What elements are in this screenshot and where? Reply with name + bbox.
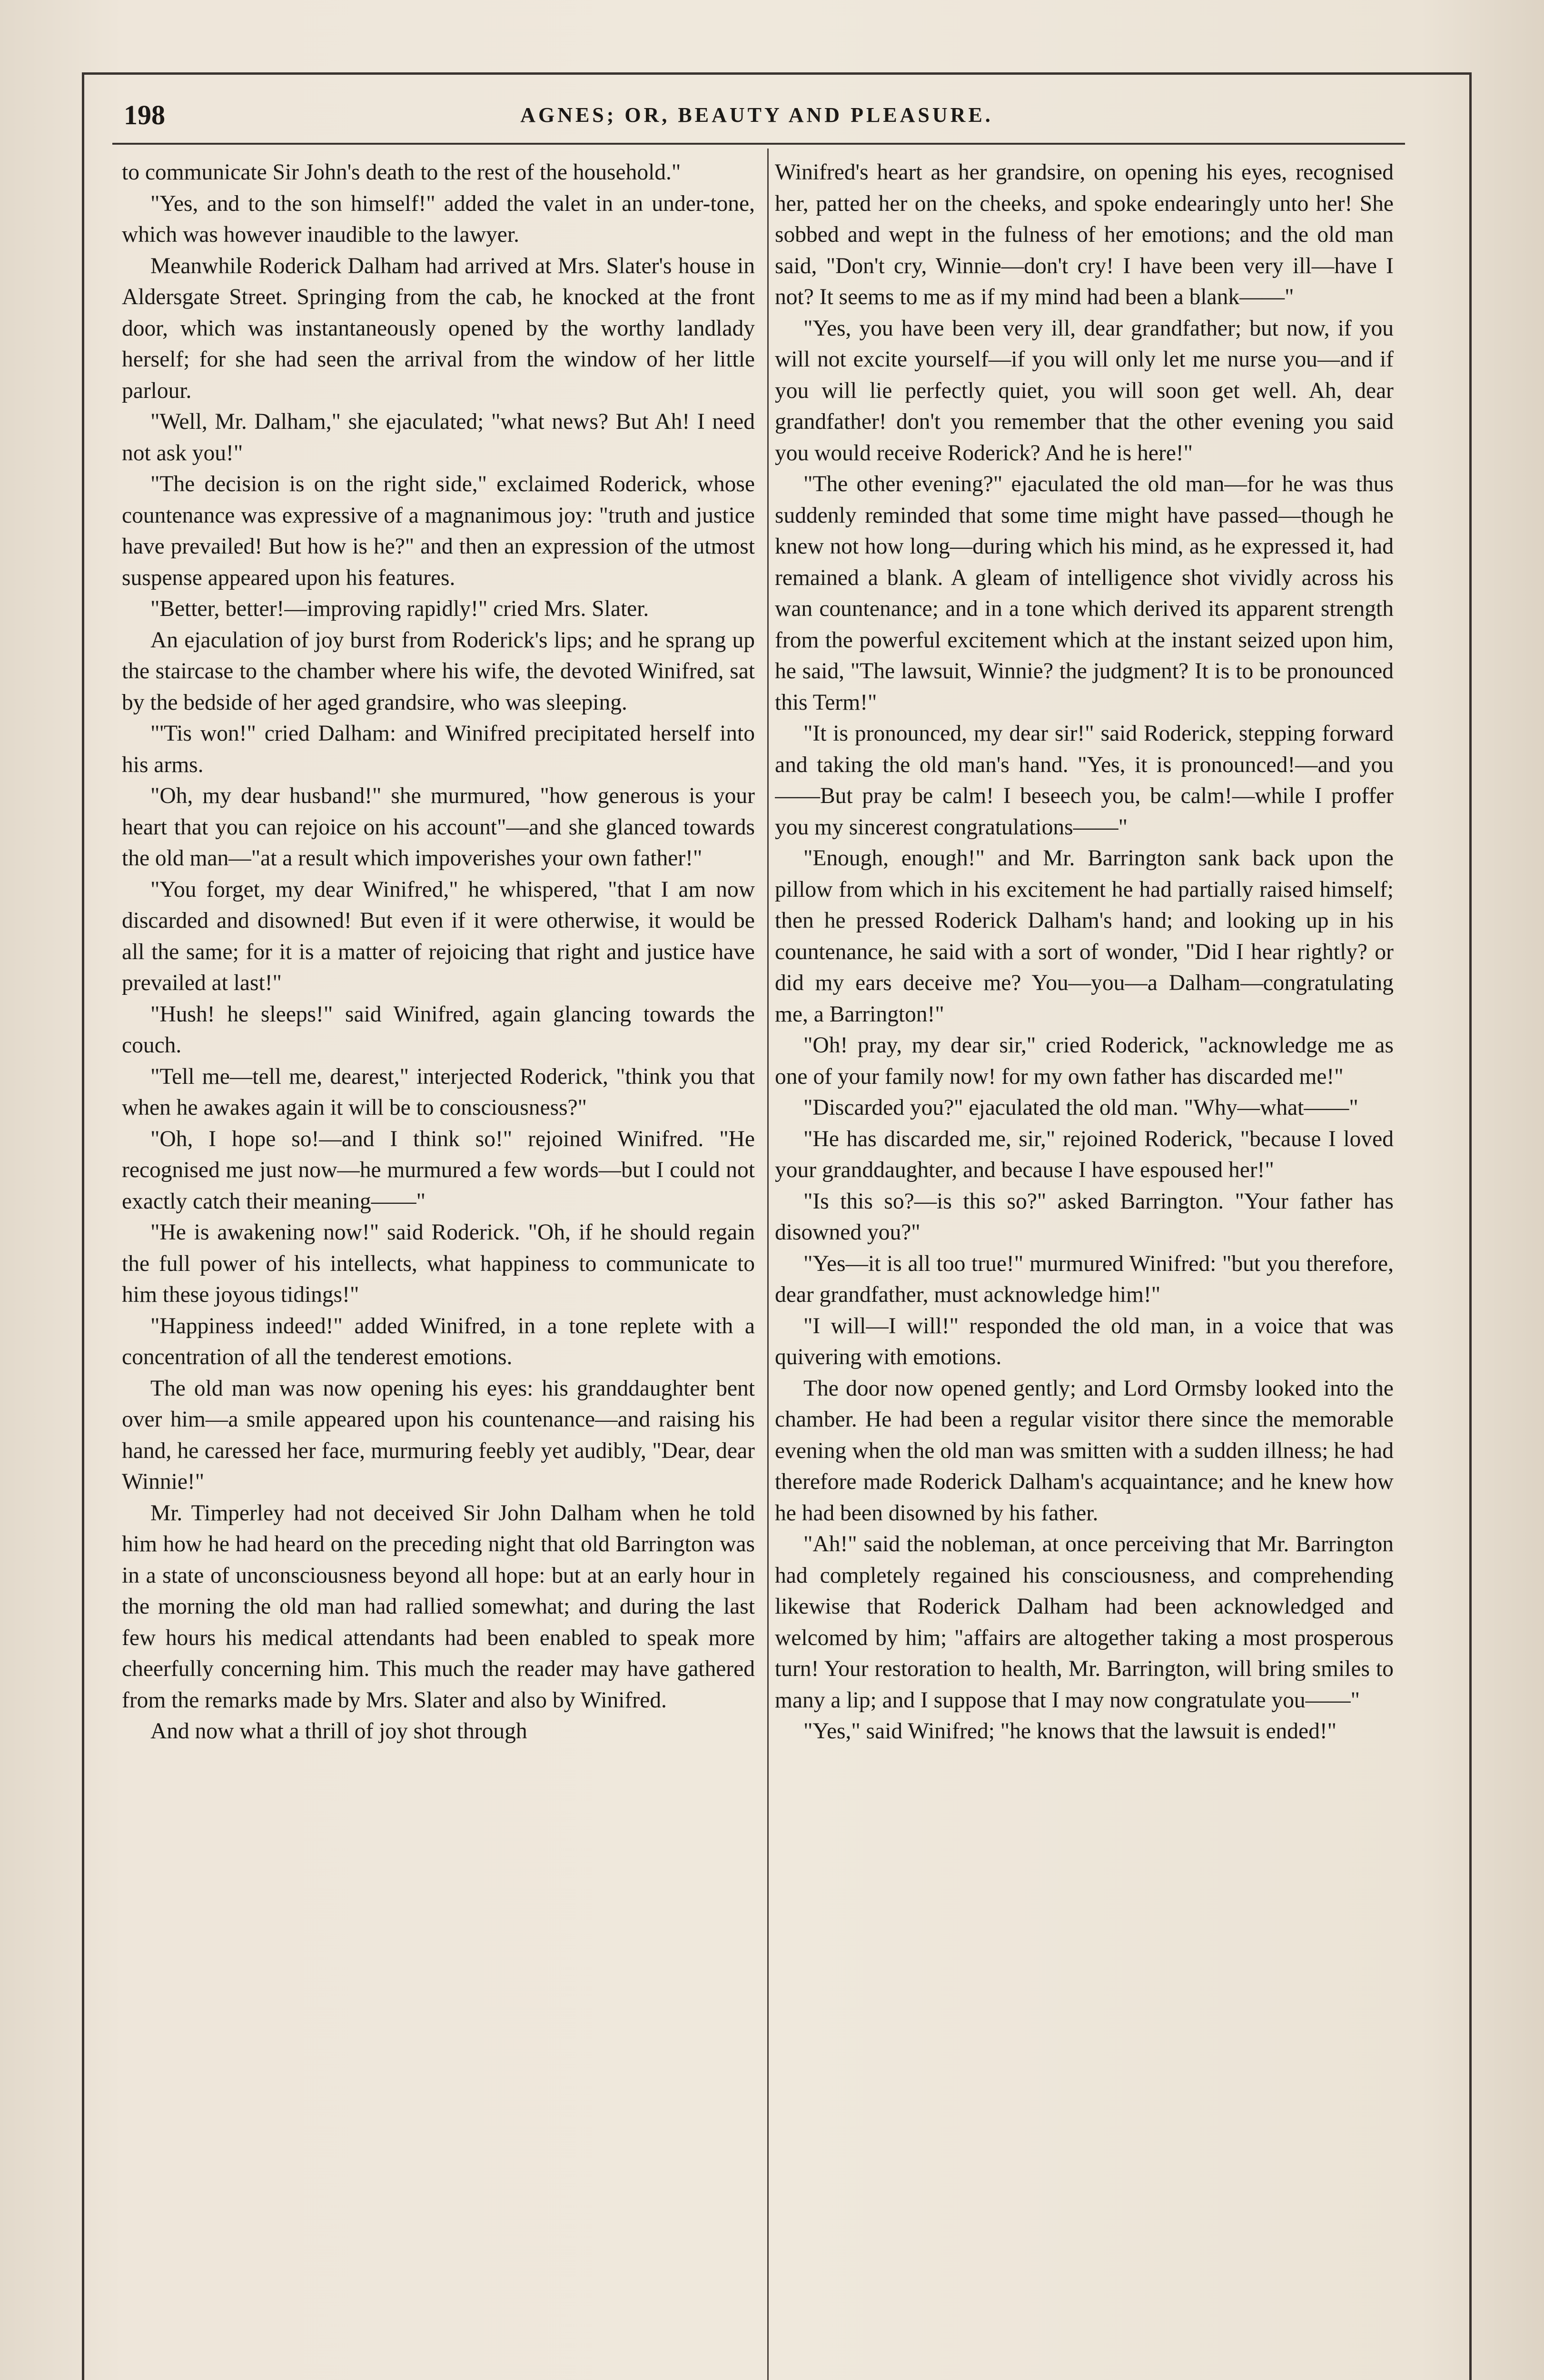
paragraph: "Tell me—tell me, dearest," interjected Roderick, "think you that when he awakes again it will be to consciousness?": [122, 1064, 755, 1120]
paragraph: "Enough, enough!" and Mr. Barrington sank back upon the pillow from which in his excitement he had partially raised himself; then he pressed Roderick Dalham's hand; and looking up in his countenance, he said with a sort of wonder, "Did I hear rightly? or did my ears deceive me? You—you—a Dalham—congratulating me, a Barrington!": [775, 846, 1394, 1027]
paragraph: "'Tis won!" cried Dalham: and Winifred precipitated herself into his arms.: [122, 721, 755, 777]
paragraph: "Oh! pray, my dear sir," cried Roderick, "acknowledge me as one of your family now! for my own father has discarded me!": [775, 1033, 1394, 1089]
right-column: [775, 157, 1394, 2380]
header-rule: [112, 143, 1405, 145]
paragraph: "Yes, you have been very ill, dear grandfather; but now, if you will not excite yourself—if you will only let me nurse you—and if you will lie perfectly quiet, you will soon get well. Ah, dear grandfather! don't you remember that the other evening you said you would receive Roderick? And he is here!": [775, 316, 1394, 466]
paragraph: "Yes, and to the son himself!" added the valet in an under-tone, which was however inaudible to the lawyer.: [122, 191, 755, 247]
paragraph: "He has discarded me, sir," rejoined Roderick, "because I loved your granddaughter, and because I have espoused her!": [775, 1126, 1394, 1182]
paragraph: "Discarded you?" ejaculated the old man. "Why—what——": [803, 1095, 1358, 1120]
paragraph: Winifred's heart as her grandsire, on opening his eyes, recognised her, patted her on the cheeks, and spoke endearingly unto her! She sobbed and wept in the fulness of her emotions; and the old man said, "Don't cry, Winnie—don't cry! I have been very ill—have I not? It seems to me as if my mind had been a blank——": [775, 160, 1394, 309]
left-column: [122, 157, 755, 2380]
paragraph: The old man was now opening his eyes: his granddaughter bent over him—a smile appeared upon his countenance—and raising his hand, he caressed her face, murmuring feebly yet audibly, "Dear, dear Winnie!": [122, 1376, 755, 1494]
paragraph: "The other evening?" ejaculated the old man—for he was thus suddenly reminded that some time might have passed—though he knew not how long—during which his mind, as he expressed it, had remained a blank. A gleam of intelligence shot vividly across his wan countenance; and in a tone which derived its apparent strength from the powerful excitement which at the instant seized upon him, he said, "The lawsuit, Winnie? the judgment? It is to be pronounced this Term!": [775, 472, 1394, 715]
paragraph: "You forget, my dear Winifred," he whispered, "that I am now discarded and disowned! But even if it were otherwise, it would be all the same; for it is a matter of rejoicing that right and justice have prevailed at last!": [122, 877, 755, 995]
paragraph: "The decision is on the right side," exclaimed Roderick, whose countenance was expressive of a magnanimous joy: "truth and justice have prevailed! But how is he?" and then an expression of the utmost suspense appeared upon his features.: [122, 472, 755, 590]
paragraph: The door now opened gently; and Lord Ormsby looked into the chamber. He had been a regular visitor there since the memorable evening when the old man was smitten with a sudden illness; he had therefore made Roderick Dalham's acquaintance; and he knew how he had been disowned by his father.: [775, 1376, 1394, 1526]
paragraph: "Well, Mr. Dalham," she ejaculated; "what news? But Ah! I need not ask you!": [122, 409, 755, 466]
paragraph: "Oh, my dear husband!" she murmured, "how generous is your heart that you can rejoice on his account"—and she glanced towards the old man—"at a result which impoverishes your own father!": [122, 783, 755, 871]
paragraph: Mr. Timperley had not deceived Sir John Dalham when he told him how he had heard on the preceding night that old Barrington was in a state of unconsciousness beyond all hope: but at an early hour in the morning the old man had rallied somewhat; and during the last few hours his medical attendants had been enabled to speak more cheerfully concerning him. This much the reader may have gathered from the remarks made by Mrs. Slater and also by Winifred.: [122, 1500, 755, 1713]
paragraph: "Yes—it is all too true!" murmured Winifred: "but you therefore, dear grandfather, must acknowledge him!": [775, 1251, 1394, 1307]
paragraph: "Ah!" said the nobleman, at once perceiving that Mr. Barrington had completely regained his consciousness, and comprehending likewise that Roderick Dalham had been acknowledged and welcomed by him; "affairs are altogether taking a most prosperous turn! Your restoration to health, Mr. Barrington, will bring smiles to many a lip; and I suppose that I may now congratulate you——": [775, 1532, 1394, 1713]
paragraph: "Happiness indeed!" added Winifred, in a tone replete with a concentration of all the tenderest emotions.: [122, 1313, 755, 1369]
paragraph: "Oh, I hope so!—and I think so!" rejoined Winifred. "He recognised me just now—he murmured a few words—but I could not exactly catch their meaning——": [122, 1126, 755, 1214]
paragraph: And now what a thrill of joy shot through: [150, 1719, 527, 1744]
running-head: AGNES; OR, BEAUTY AND PLEASURE.: [520, 103, 993, 127]
page-header: [114, 94, 1399, 137]
paragraph: Meanwhile Roderick Dalham had arrived at Mrs. Slater's house in Aldersgate Street. Springing from the cab, he knocked at the front door, which was instantaneously opened by the worthy landlady herself; for she had seen the arrival from the window of her little parlour.: [122, 253, 755, 403]
paragraph: "Hush! he sleeps!" said Winifred, again glancing towards the couch.: [122, 1002, 755, 1058]
paragraph: "Yes," said Winifred; "he knows that the lawsuit is ended!": [803, 1719, 1337, 1744]
page-number: 198: [124, 99, 165, 130]
column-divider: [767, 149, 769, 2380]
paragraph: to communicate Sir John's death to the rest of the household.": [122, 160, 681, 185]
paragraph: An ejaculation of joy burst from Roderick's lips; and he sprang up the staircase to the chamber where his wife, the devoted Winifred, sat by the bedside of her aged grandsire, who was sleeping.: [122, 627, 755, 715]
paragraph: "I will—I will!" responded the old man, in a voice that was quivering with emotions.: [775, 1313, 1394, 1369]
paragraph: "Is this so?—is this so?" asked Barrington. "Your father has disowned you?": [775, 1189, 1394, 1245]
paragraph: "It is pronounced, my dear sir!" said Roderick, stepping forward and taking the old man's hand. "Yes, it is pronounced!—and you——But pray be calm! I beseech you, be calm!—while I proffer you my sincerest congratulations——": [775, 721, 1394, 840]
paragraph: "Better, better!—improving rapidly!" cried Mrs. Slater.: [150, 596, 649, 621]
paragraph: "He is awakening now!" said Roderick. "Oh, if he should regain the full power of his intellects, what happiness to communicate to him these joyous tidings!": [122, 1220, 755, 1307]
